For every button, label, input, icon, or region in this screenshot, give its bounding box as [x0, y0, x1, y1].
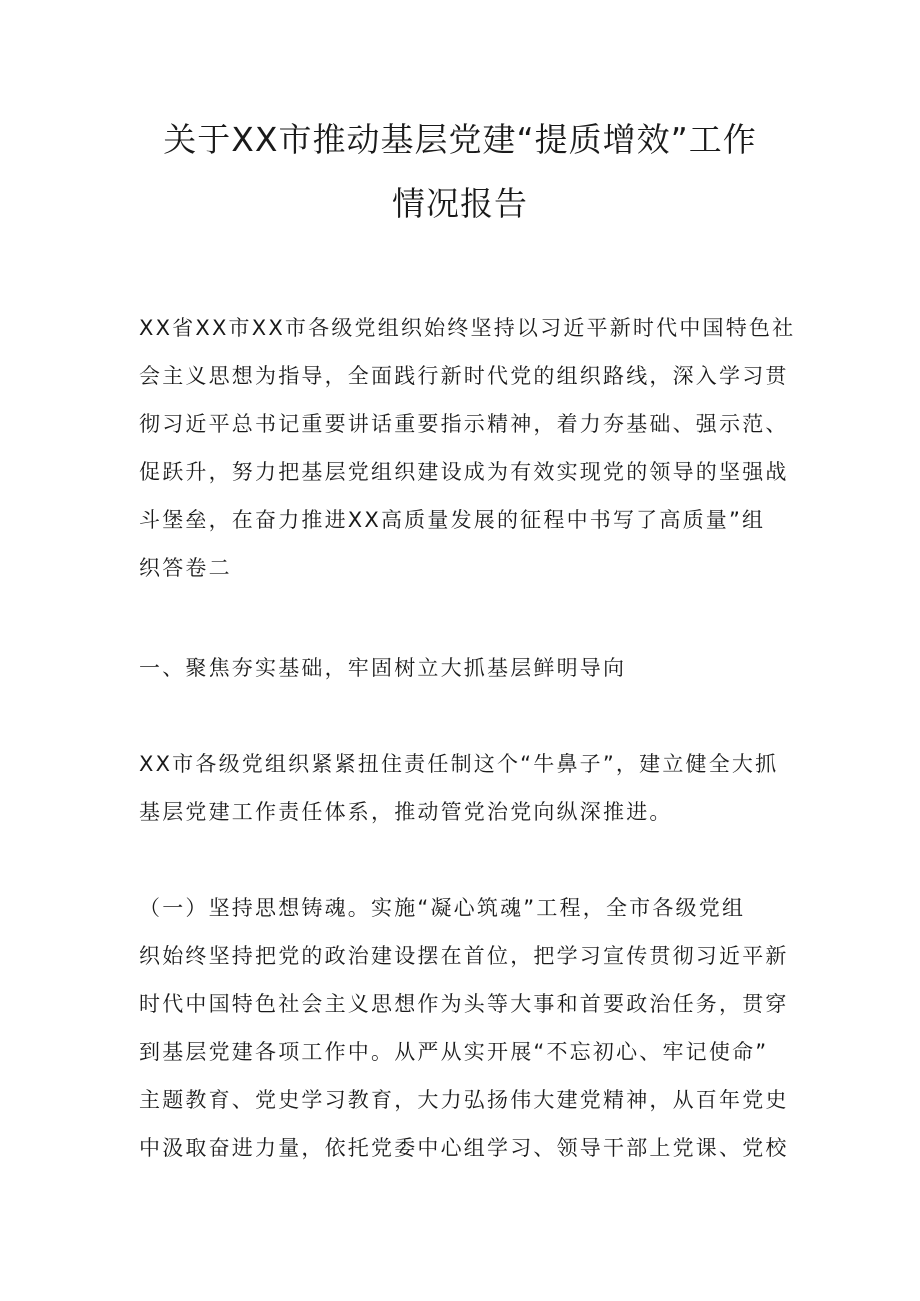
paragraph-line: 织答卷二 — [139, 556, 232, 580]
paragraph-line: 到基层党建各项工作中。从严从实开展“不忘初心、牢记使命” — [139, 1040, 769, 1064]
paragraph-line: 织始终坚持把党的政治建设摆在首位，把学习宣传贯彻习近平新 — [139, 944, 789, 968]
paragraph-line: 斗堡垒，在奋力推进XX高质量发展的征程中书写了高质量”组 — [139, 508, 766, 532]
paragraph-intro — [139, 304, 799, 592]
section-heading-1 — [139, 644, 799, 692]
paragraph-line: 中汲取奋进力量，依托党委中心组学习、领导干部上党课、党校 — [139, 1136, 789, 1160]
document-title-line-1: 关于XX市推动基层党建“提质增效”工作 — [163, 120, 757, 159]
paragraph-ideology — [139, 884, 799, 1172]
paragraph-line: 促跃升，努力把基层党组织建设成为有效实现党的领导的坚强战 — [139, 460, 789, 484]
section-heading-text: 一、聚焦夯实基础，牢固树立大抓基层鲜明导向 — [139, 656, 627, 680]
paragraph-responsibility — [139, 740, 799, 836]
paragraph-line: XX市各级党组织紧紧扭住责任制这个“牛鼻子”，建立健全大抓 — [139, 752, 779, 776]
paragraph-line: XX省XX市XX市各级党组织始终坚持以习近平新时代中国特色社 — [139, 316, 796, 340]
paragraph-line: （一）坚持思想铸魂。实施“凝心筑魂”工程，全市各级党组 — [139, 896, 746, 920]
paragraph-line: 时代中国特色社会主义思想作为头等大事和首要政治任务，贯穿 — [139, 992, 789, 1016]
paragraph-line: 基层党建工作责任体系，推动管党治党向纵深推进。 — [139, 800, 673, 824]
paragraph-line: 主题教育、党史学习教育，大力弘扬伟大建党精神，从百年党史 — [139, 1088, 789, 1112]
paragraph-line: 会主义思想为指导，全面践行新时代党的组织路线，深入学习贯 — [139, 364, 789, 388]
paragraph-line: 彻习近平总书记重要讲话重要指示精神，着力夯基础、强示范、 — [139, 412, 789, 436]
document-title-line-2: 情况报告 — [392, 184, 528, 223]
